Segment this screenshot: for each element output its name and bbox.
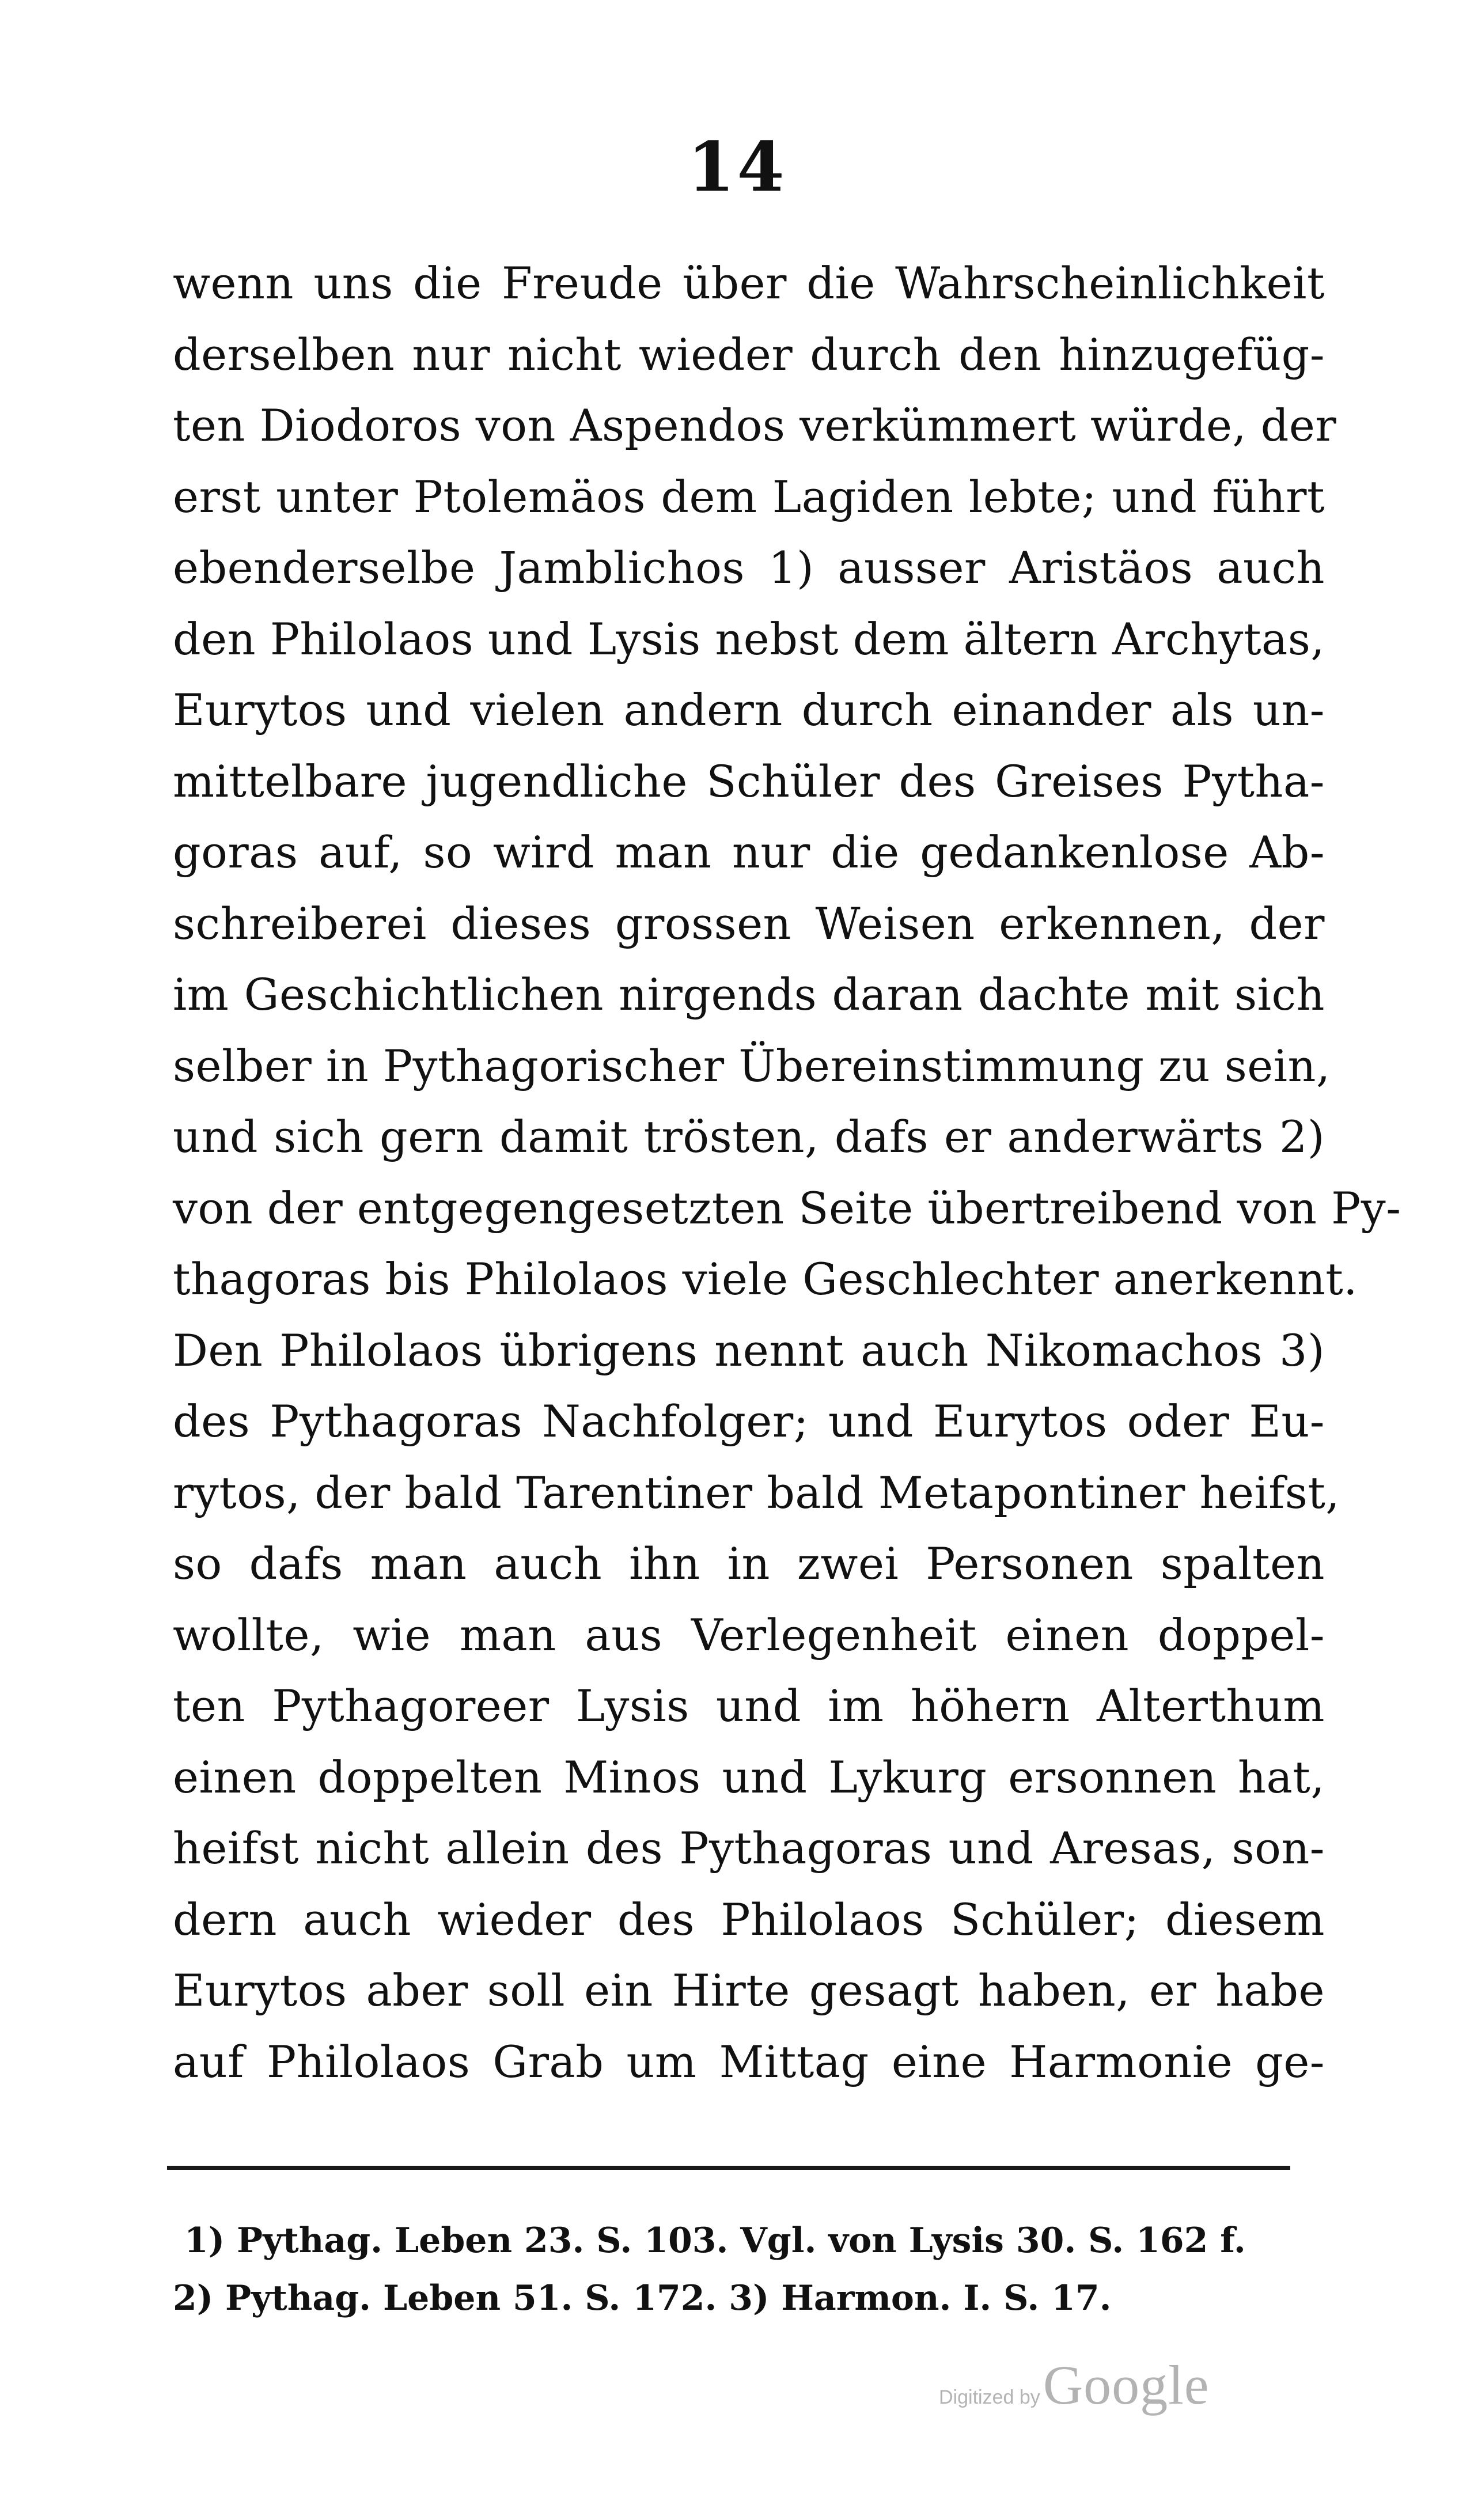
footnote-line: 2) Pythag. Leben 51. S. 172. 3) Harmon. I. S. 17. <box>173 2278 1112 2318</box>
google-logo: Google <box>1043 2354 1210 2416</box>
text-line: des Pythagoras Nachfolger; und Eurytos oder Eu- <box>173 1396 1325 1447</box>
text-line: auf Philolaos Grab um Mittag eine Harmonie ge- <box>173 2036 1325 2087</box>
text-line: ebenderselbe Jamblichos 1) ausser Aristäos auch <box>173 542 1325 593</box>
text-line: wollte, wie man aus Verlegenheit einen doppel- <box>173 1609 1325 1661</box>
text-line: mittelbare jugendliche Schüler des Greises Pytha- <box>173 755 1325 807</box>
text-line: einen doppelten Minos und Lykurg ersonnen hat, <box>173 1751 1325 1803</box>
text-line: Den Philolaos übrigens nennt auch Nikomachos 3) <box>173 1324 1325 1376</box>
text-line: heifst nicht allein des Pythagoras und Aresas, son- <box>173 1822 1325 1874</box>
text-line: erst unter Ptolemäos dem Lagiden lebte; und führt <box>173 471 1325 522</box>
text-line: selber in Pythagorischer Übereinstimmung zu sein, <box>173 1040 1331 1092</box>
footnotes <box>173 2212 1325 2327</box>
text-line: rytos, der bald Tarentiner bald Metapontiner heifst, <box>173 1466 1340 1518</box>
footnote-rule <box>167 2166 1290 2170</box>
text-line: Eurytos aber soll ein Hirte gesagt haben, er habe <box>173 1965 1325 2016</box>
text-line: ten Diodoros von Aspendos verkümmert würde, der <box>173 400 1337 451</box>
text-line: von der entgegengesetzten Seite übertreibend von Py- <box>173 1182 1401 1234</box>
text-line: Eurytos und vielen andern durch einander als un- <box>173 684 1325 736</box>
text-line: derselben nur nicht wieder durch den hinzugefüg- <box>173 328 1325 380</box>
text-line: dern auch wieder des Philolaos Schüler; diesem <box>173 1893 1325 1945</box>
body-text <box>173 248 1401 2097</box>
digitized-watermark <box>939 2353 1250 2416</box>
text-line: und sich gern damit trösten, dafs er anderwärts 2) <box>173 1111 1325 1162</box>
text-line: so dafs man auch ihn in zwei Personen spalten <box>173 1538 1325 1589</box>
text-line: im Geschichtlichen nirgends daran dachte mit sich <box>173 969 1325 1020</box>
text-line: wenn uns die Freude über die Wahrscheinlichkeit <box>173 257 1325 309</box>
watermark-prefix: Digitized by <box>939 2386 1040 2408</box>
text-line: schreiberei dieses grossen Weisen erkennen, der <box>173 897 1325 949</box>
text-line: den Philolaos und Lysis nebst dem ältern Archytas, <box>173 613 1325 665</box>
text-line: goras auf, so wird man nur die gedankenlose Ab- <box>173 827 1325 878</box>
footnote-line: 1) Pythag. Leben 23. S. 103. Vgl. von Lysis 30. S. 162 f. <box>184 2220 1246 2261</box>
text-line: thagoras bis Philolaos viele Geschlechter anerkennt. <box>173 1253 1358 1305</box>
text-line: ten Pythagoreer Lysis und im höhern Alterthum <box>173 1680 1325 1731</box>
page-number: 14 <box>687 127 787 207</box>
